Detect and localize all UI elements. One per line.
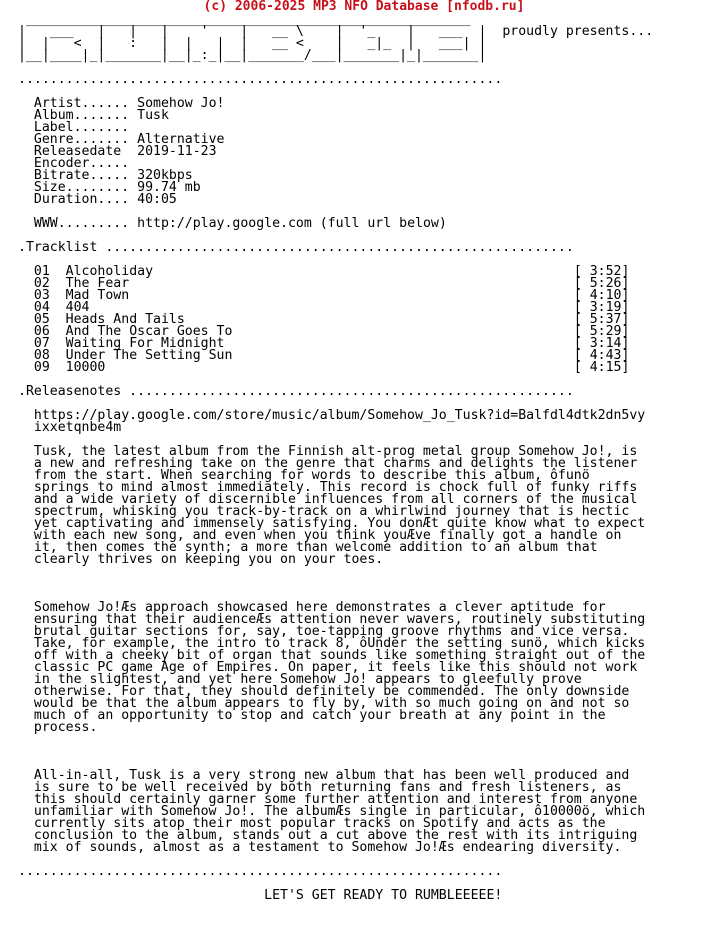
review-line: with each new song, and even when you think youÆve finally got a handle on	[33, 528, 622, 543]
review-line: brutal guitar sections for, say, toe-tapping groove rhythms and vice versa.	[33, 624, 630, 639]
review-line: unfamiliar with Somehow Jo!. The albumÆs single in particular, ô10000ö, which	[33, 804, 646, 819]
track-number: 08	[33, 348, 50, 363]
info-key: Artist......	[33, 96, 130, 111]
info-key: Album.......	[33, 108, 130, 123]
track-duration: [ 5:26]	[573, 276, 630, 291]
track-duration: [ 5:29]	[573, 324, 630, 339]
review-line: classic PC game Age of Empires. On paper, it feels like this should not work	[33, 660, 638, 675]
track-row	[18, 360, 629, 375]
footer-line	[18, 890, 653, 902]
copyright-banner: (c) 2006-2025 MP3 NFO Database [nfodb.ru]	[203, 0, 525, 14]
footer-text: LET'S GET READY TO RUMBLEEEEE!	[264, 888, 503, 903]
tracklist-header: .Tracklist ...........................................................	[18, 240, 574, 255]
info-value: 99.74 mb	[137, 180, 201, 195]
review-line: otherwise. For that, they should definitely be commended. The only downside	[33, 684, 630, 699]
info-key: Duration....	[33, 192, 130, 207]
review-line: mix of sounds, almost as a testament to Somehow Jo!Æs endearing diversity.	[33, 840, 622, 855]
info-key: Size........	[33, 180, 130, 195]
www-line	[18, 218, 653, 230]
info-row	[18, 192, 177, 207]
info-key: Bitrate.....	[33, 168, 130, 183]
nfo-document	[18, 14, 653, 902]
review-line: would be that the album appears to fly by, with so much going on and not so	[33, 696, 630, 711]
track-number: 01	[33, 264, 50, 279]
track-duration: [ 4:43]	[573, 348, 630, 363]
review-line: spectrum, whisking you track-by-track on a whirlwind journey that is hectic	[33, 504, 630, 519]
logo-line: | | < | : | | | | __ < | _|_ | ___| |	[18, 36, 487, 51]
url-line: ixxetqnbe4m	[33, 420, 122, 435]
review-line: Tusk, the latest album from the Finnish alt-prog metal group Somehow Jo!, is	[33, 444, 638, 459]
track-title: The Fear	[65, 276, 574, 291]
logo-line: |__|____|_|_______|__|_:_|__|_______/___|_______|_|_______|	[18, 48, 487, 63]
info-value: 40:05	[137, 192, 177, 207]
track-title: Mad Town	[65, 288, 574, 303]
track-number: 07	[33, 336, 50, 351]
track-duration: [ 3:19]	[573, 300, 630, 315]
review-line: yet captivating and immensely satisfying. You donÆt quite know what to expect	[33, 516, 646, 531]
logo-art: | ___ | | | ' | __ \ | '_ | ___ |	[18, 24, 487, 39]
info-value: 2019-11-23	[137, 144, 217, 159]
track-duration: [ 3:14]	[573, 336, 630, 351]
review-line: conclusion to the album, stands out a cut above the rest with its intriguing	[33, 828, 638, 843]
track-duration: [ 5:37]	[573, 312, 630, 327]
track-duration: [ 4:15]	[573, 360, 630, 375]
www-value: http://play.google.com (full url below)	[137, 216, 447, 231]
tagline: proudly presents...	[502, 24, 654, 39]
review-line: Somehow Jo!Æs approach showcased here demonstrates a clever aptitude for	[33, 600, 606, 615]
track-title: Under The Setting Sun	[65, 348, 574, 363]
footer-separator: .............................................................	[18, 864, 503, 879]
review-line: process.	[33, 720, 98, 735]
review-line: is sure to be well received by both returning fans and fresh listeners, as	[33, 780, 622, 795]
info-key: Genre.......	[33, 132, 130, 147]
track-number: 06	[33, 324, 50, 339]
info-value: Somehow Jo!	[137, 96, 225, 111]
track-duration: [ 3:52]	[573, 264, 630, 279]
separator: .............................................................	[18, 72, 503, 87]
info-key: Releasedate	[33, 144, 130, 159]
track-duration: [ 4:10]	[573, 288, 630, 303]
review-paragraph-2	[18, 602, 653, 734]
review-line: ensuring that their audienceÆs attention never wavers, routinely substituting	[33, 612, 646, 627]
review-line: a new and refreshing take on the genre that charms and delights the listener	[33, 456, 638, 471]
track-number: 05	[33, 312, 50, 327]
track-number: 02	[33, 276, 50, 291]
info-key: Label.......	[33, 120, 130, 135]
review-line: Take, for example, the intro to track 8, ôUnder the setting sunö, which kicks	[33, 636, 646, 651]
info-key: Encoder.....	[33, 156, 130, 171]
review-line: much of an opportunity to stop and catch your breath at any point in the	[33, 708, 606, 723]
track-title: And The Oscar Goes To	[65, 324, 574, 339]
review-line: in the slightest, and yet here Somehow Jo! appears to gleefully prove	[33, 672, 582, 687]
tracklist	[18, 266, 653, 374]
logo-line: ________________________________________________________	[18, 12, 471, 27]
review-line: from the start. When searching for words to describe this album, ôfunö	[33, 468, 590, 483]
track-title: 10000	[65, 360, 574, 375]
review-line: All-in-all, Tusk is a very strong new album that has been well produced and	[33, 768, 630, 783]
review-line: this should certainly garner some further attention and interest from anyone	[33, 792, 638, 807]
track-number: 09	[33, 360, 50, 375]
releasenotes-header: .Releasenotes ........................................................	[18, 384, 574, 399]
review-line: it, then comes the synth; a more than welcome addition to an album that	[33, 540, 598, 555]
info-value: Tusk	[137, 108, 169, 123]
release-info	[18, 98, 653, 206]
track-title: Waiting For Midnight	[65, 336, 574, 351]
track-title: Alcoholiday	[65, 264, 574, 279]
track-title: 404	[65, 300, 574, 315]
review-line: and a wide variety of discernible influences from all corners of the musical	[33, 492, 638, 507]
www-key: WWW.........	[33, 216, 130, 231]
review-paragraph-1	[18, 446, 653, 566]
review-line: off with a cheeky bit of organ that sounds like something straight out of the	[33, 648, 646, 663]
review-line: springs to mind almost immediately. This record is chock full of funky riffs	[33, 480, 638, 495]
url-line: https://play.google.com/store/music/album/Somehow_Jo_Tusk?id=Balfdl4dtk2dn5vy	[33, 408, 646, 423]
release-url	[18, 410, 653, 434]
info-value: 320kbps	[137, 168, 193, 183]
track-number: 04	[33, 300, 50, 315]
track-number: 03	[33, 288, 50, 303]
review-line: currently sits atop their most popular tracks on Spotify and acts as the	[33, 816, 606, 831]
review-line: clearly thrives on keeping you on your toes.	[33, 552, 384, 567]
info-value: Alternative	[137, 132, 225, 147]
review-paragraph-3	[18, 770, 653, 854]
track-title: Heads And Tails	[65, 312, 574, 327]
